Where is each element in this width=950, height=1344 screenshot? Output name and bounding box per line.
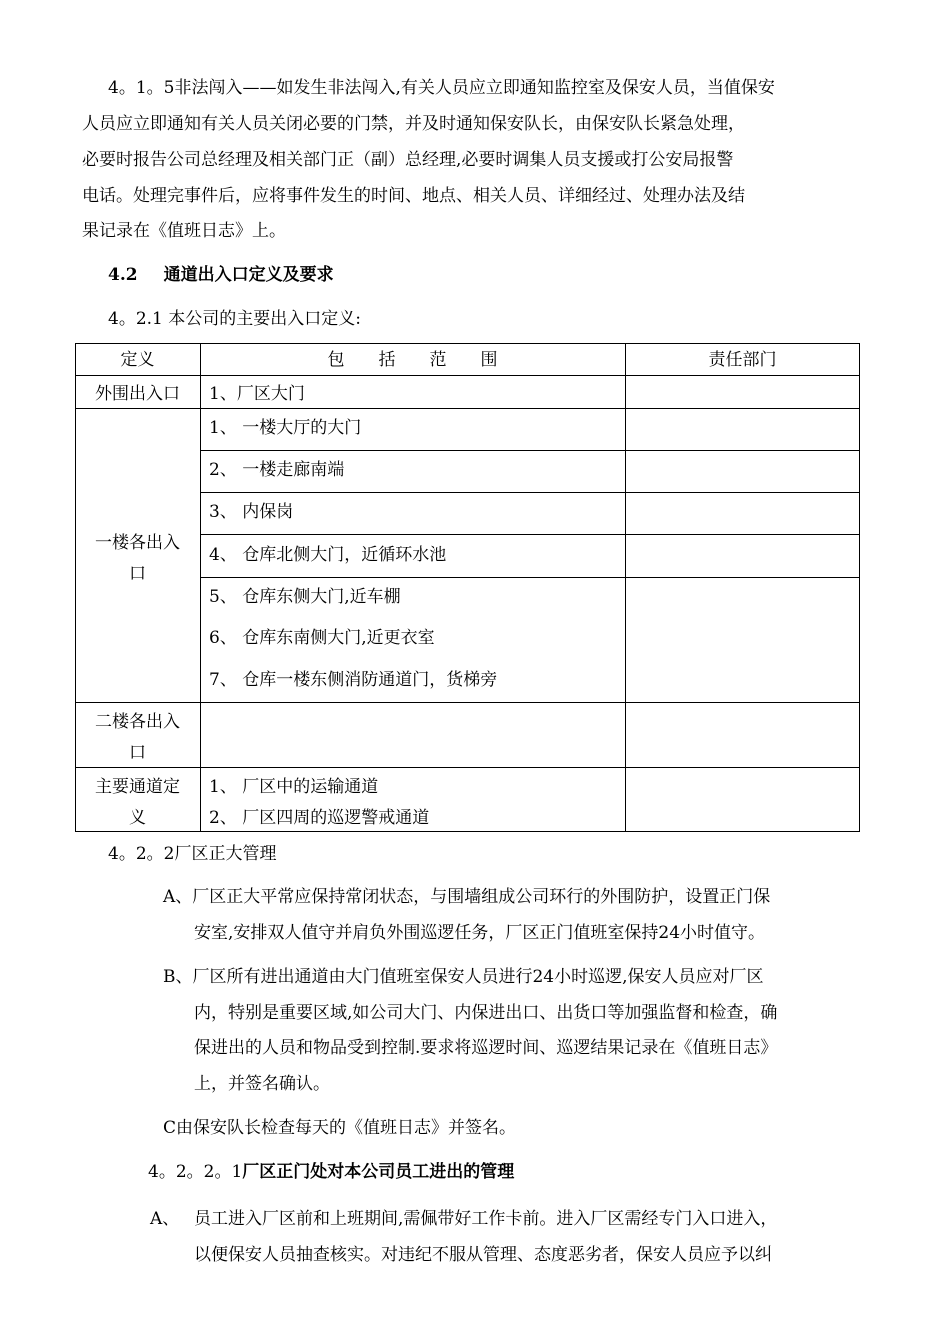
scope-item: 2、 厂区四周的巡逻警戒通道 (209, 808, 430, 828)
section-number: 4.2 (108, 265, 138, 285)
scope-item: 5、 仓库东侧大门,近车棚 (209, 587, 401, 607)
section-heading-4-2 (108, 259, 334, 292)
para-4-2-1: 4。2.1 本公司的主要出入口定义: (108, 309, 361, 329)
row-label-floor2-cont: 口 (129, 743, 146, 763)
para-line: 人员应立即通知有关人员关闭必要的门禁，并及时通知保安队长，由保安队长紧急处理， (82, 114, 745, 134)
para-line: 4。1。5非法闯入——如发生非法闯入,有关人员应立即通知监控室及保安人员，当值保安 (108, 78, 775, 98)
para-4-2-2-1 (148, 1156, 514, 1189)
scope-item: 1、 一楼大厅的大门 (209, 418, 362, 438)
item-marker: A、 (150, 1209, 180, 1229)
item-line: B、厂区所有进出通道由大门值班室保安人员进行24小时巡逻,保安人员应对厂区 (163, 967, 764, 987)
item-c: C由保安队长检查每天的《值班日志》并签名。 (163, 1118, 517, 1138)
para-line: 电话。处理完事件后，应将事件发生的时间、地点、相关人员、详细经过、处理办法及结 (82, 186, 745, 206)
item-line: 内，特别是重要区域,如公司大门、内保进出口、出货口等加强监督和检查，确 (194, 1003, 778, 1023)
entrance-table (75, 343, 860, 832)
section-title: 厂区正门处对本公司员工进出的管理 (242, 1162, 515, 1182)
row-label-outer: 外围出入口 (95, 384, 180, 404)
scope-item: 4、 仓库北侧大门，近循环水池 (209, 545, 447, 565)
scope-item: 7、 仓库一楼东侧消防通道门，货梯旁 (209, 670, 498, 690)
item-line: 安室,安排双人值守并肩负外围巡逻任务，厂区正门值班室保持24小时值守。 (194, 923, 766, 943)
scope-item: 3、 内保岗 (209, 502, 294, 522)
row-label-floor1: 一楼各出入 (95, 533, 180, 553)
section-number: 4。2。2。1 (148, 1162, 243, 1182)
para-4-2-2: 4。2。2厂区正大管理 (108, 844, 277, 864)
scope-item: 6、 仓库东南侧大门,近更衣室 (209, 628, 435, 648)
para-line: 果记录在《值班日志》上。 (82, 221, 286, 241)
item-line: 员工进入厂区前和上班期间,需佩带好工作卡前。进入厂区需经专门入口进入， (194, 1209, 778, 1229)
header-scope: 包 括 范 围 (327, 350, 498, 370)
item-line: 以便保安人员抽查核实。对违纪不服从管理、态度恶劣者，保安人员应予以纠 (194, 1245, 772, 1265)
scope-item: 1、 厂区中的运输通道 (209, 777, 379, 797)
item-line: 保进出的人员和物品受到控制.要求将巡逻时间、巡逻结果记录在《值班日志》 (194, 1038, 778, 1058)
scope-item: 1、厂区大门 (209, 384, 305, 404)
para-line: 必要时报告公司总经理及相关部门正（副）总经理,必要时调集人员支援或打公安局报警 (82, 150, 734, 170)
item-line: 上，并签名确认。 (194, 1074, 330, 1094)
item-line: A、厂区正大平常应保持常闭状态，与围墙组成公司环行的外围防护，设置正门保 (163, 887, 771, 907)
scope-item: 2、 一楼走廊南端 (209, 460, 345, 480)
row-label-floor2: 二楼各出入 (95, 712, 180, 732)
header-dept: 责任部门 (708, 350, 777, 370)
row-label-main-channel: 主要通道定 (95, 777, 180, 797)
row-label-main-channel-cont: 义 (129, 808, 146, 828)
row-label-floor1-cont: 口 (129, 564, 146, 584)
section-title: 通道出入口定义及要求 (163, 265, 334, 285)
header-definition: 定义 (120, 350, 155, 370)
